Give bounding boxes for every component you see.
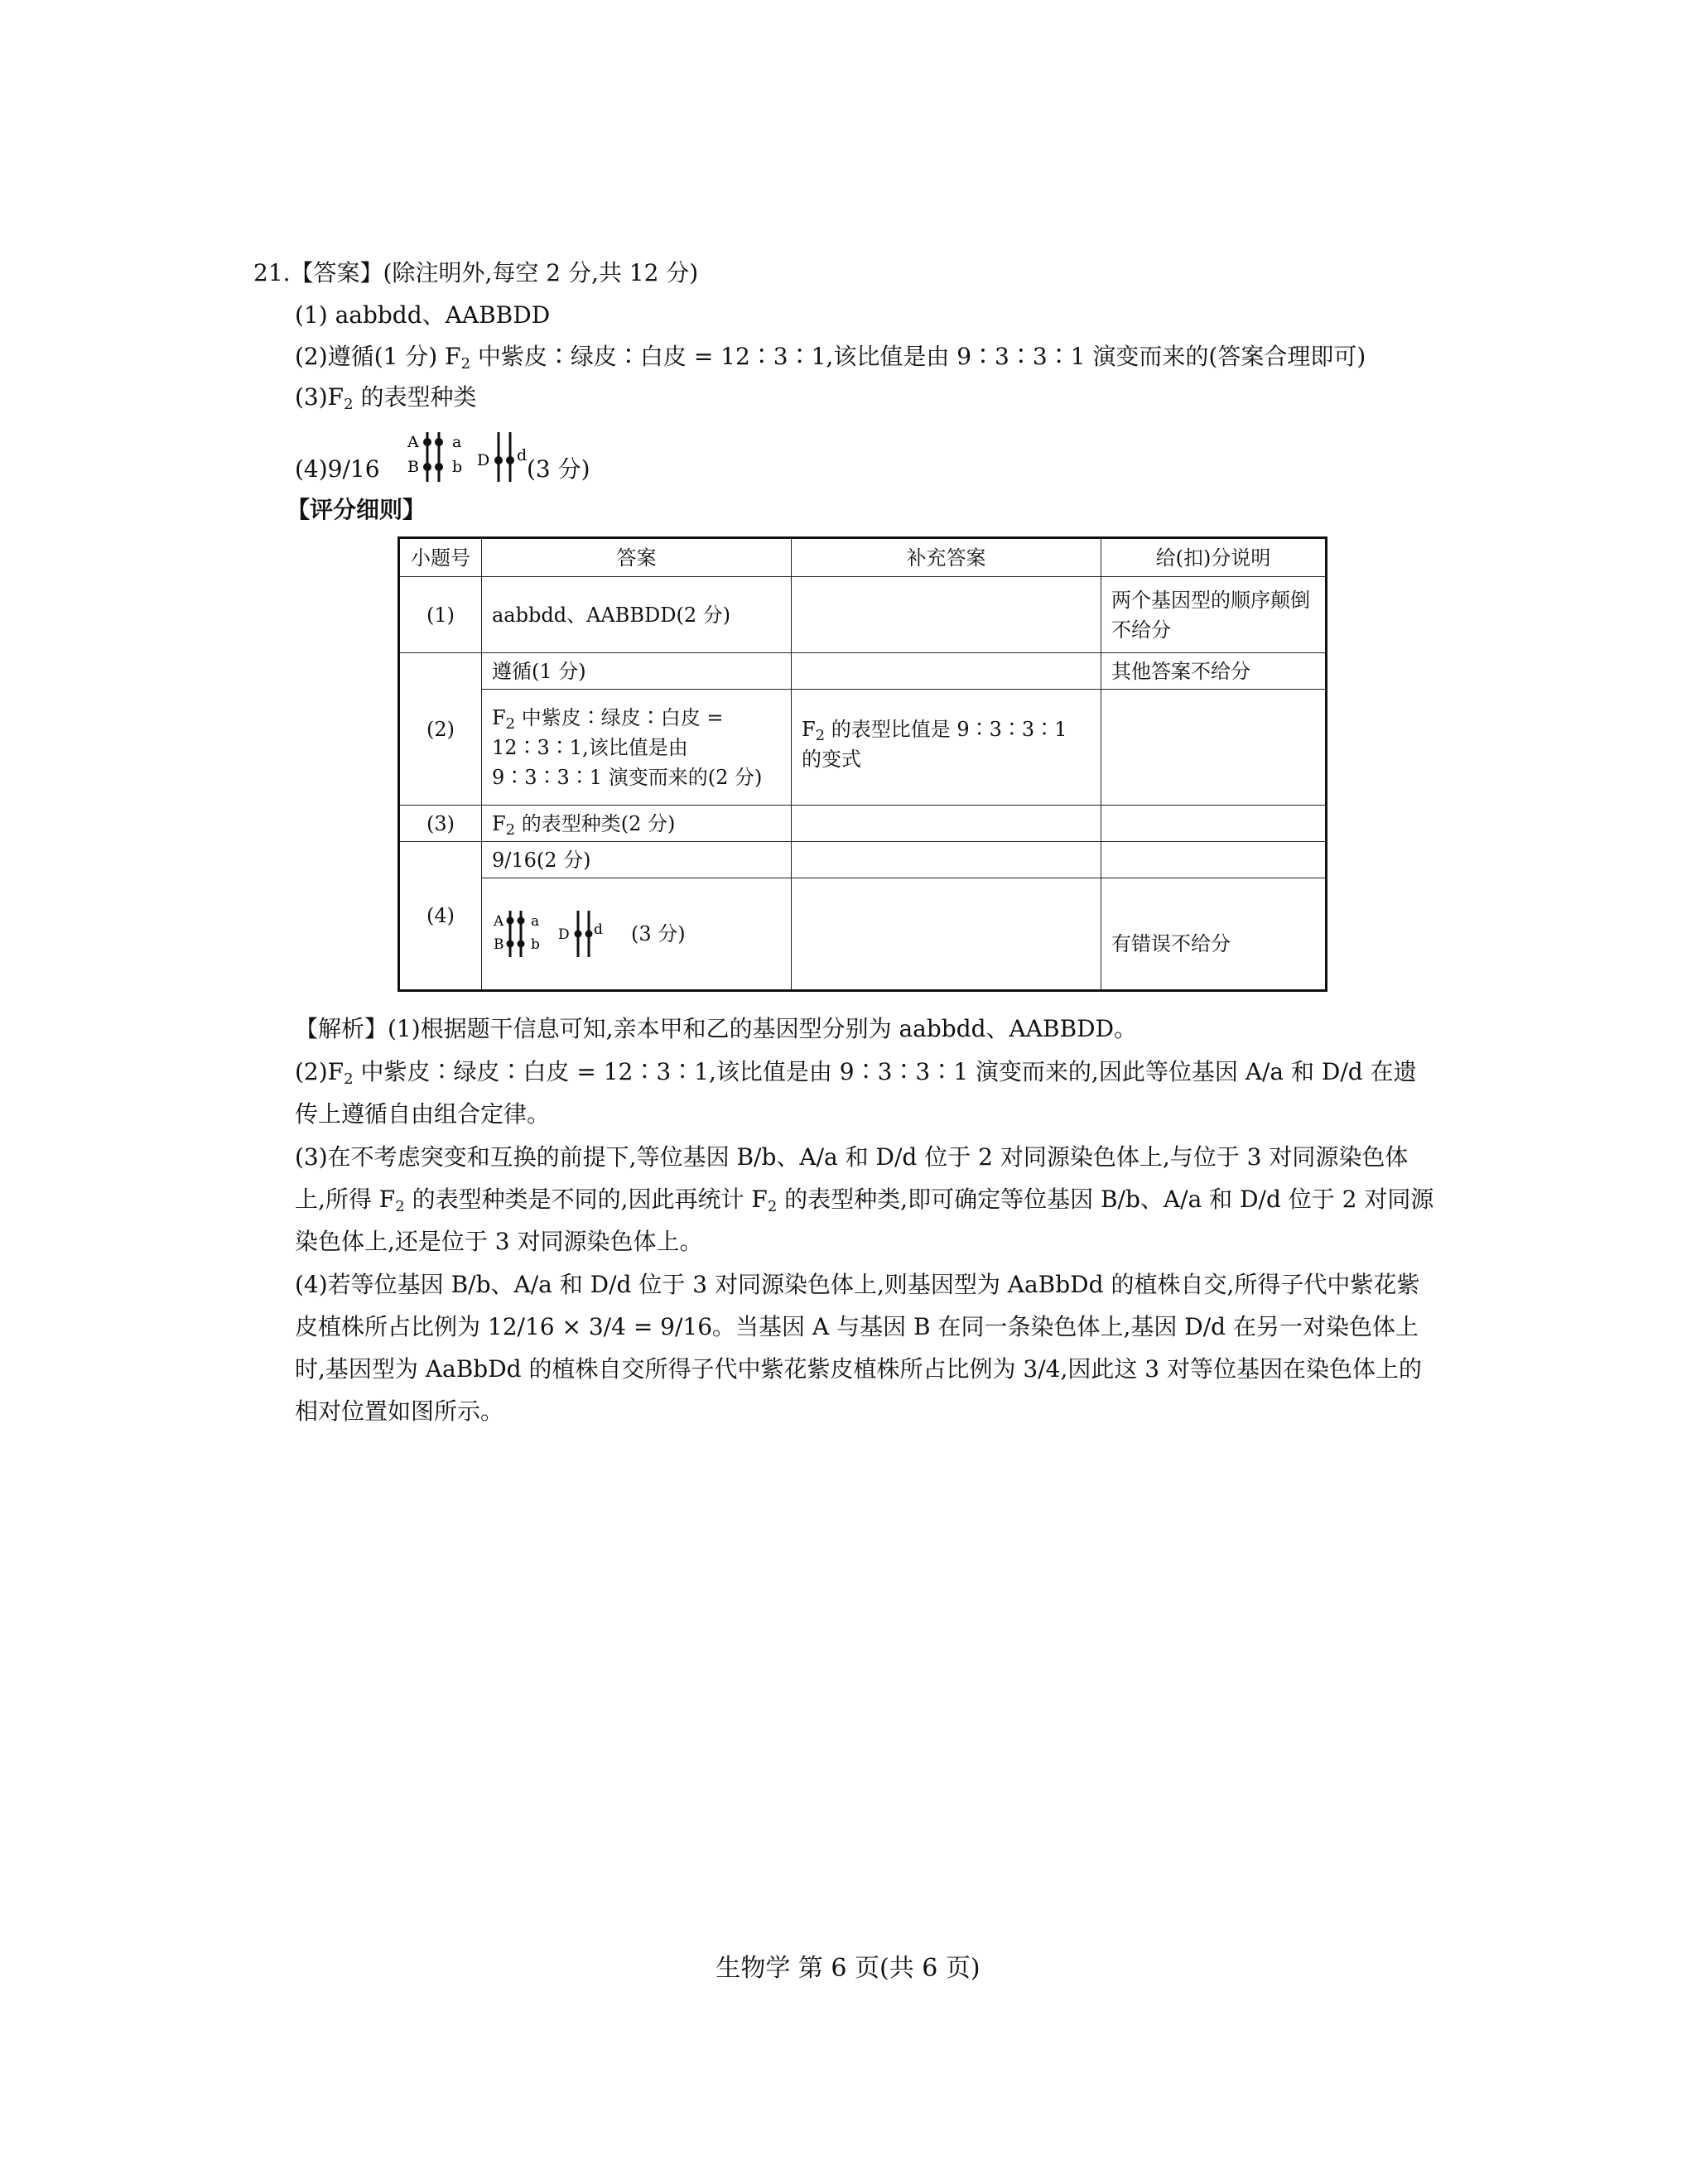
header-supplementary-answer: 补充答案	[792, 538, 1101, 577]
cell-answer: aabbdd、AABBDD(2 分)	[482, 577, 792, 653]
allele-label-a: a	[452, 433, 462, 451]
gene-locus-dot	[585, 931, 593, 938]
cell-answer: 9/16(2 分)	[482, 842, 792, 878]
cell-question-number: (3)	[399, 806, 482, 842]
cell-answer	[482, 878, 792, 991]
scoring-title: 【评分细则】	[287, 496, 426, 523]
analysis-paragraph-2-subscript: 2	[344, 1070, 354, 1088]
answer-line-1: (1) aabbdd、AABBDD	[295, 301, 551, 329]
allele-label-D: D	[477, 451, 490, 469]
allele-label-b: b	[531, 936, 540, 953]
cell-scoring-note	[1101, 842, 1327, 878]
cell-text-part: 中紫皮∶绿皮∶白皮 = 12∶3∶1,该比值是由 9∶3∶3∶1 演变而来的(2 分)	[492, 705, 763, 789]
answer-line-3-subscript: 2	[344, 396, 354, 413]
cell-answer	[482, 690, 792, 806]
cell-question-number: (4)	[399, 842, 482, 991]
analysis-paragraph-4: (4)若等位基因 B/b、A/a 和 D/d 位于 3 对同源染色体上,则基因型为 AaBbDd 的植株自交,所得子代中紫花紫皮植株所占比例为 12/16 × 3/4 = 9/16。当基因 A 与基因 B 在同一条染色体上,基因 D/d 在另一对染色体上时,基因型为 AaBbDd 的植株自交所得子代中紫花紫皮植株所占比例为 3/4,因此这 3 对等位基因在染色体上的相对位置如图所示。	[295, 1271, 1422, 1425]
analysis-paragraph-3-part-c: 的表型种类,即可确定等位基因 B/b、A/a 和 D/d 位于 2 对同源染色体上,还是位于 3 对同源染色体上。	[295, 1186, 1434, 1255]
gene-locus-dot	[507, 940, 514, 948]
gene-locus-dot	[506, 456, 514, 464]
analysis-paragraph-3	[295, 1136, 1438, 1263]
cell-text-part: 的表型比值是 9∶3∶3∶1 的变式	[802, 718, 1067, 771]
page-footer: 生物学 第 6 页(共 6 页)	[716, 1954, 980, 1983]
cell-supplementary-answer	[792, 577, 1101, 653]
answer-line-2	[295, 343, 1366, 371]
header-answer: 答案	[482, 538, 792, 577]
allele-label-A: A	[407, 433, 419, 451]
allele-label-d: d	[594, 921, 603, 938]
table-header-row	[399, 538, 1327, 577]
cell-supplementary-answer	[792, 878, 1101, 991]
gene-locus-dot	[494, 456, 503, 464]
cell-answer	[482, 806, 792, 842]
table-row	[399, 577, 1327, 653]
answer-line-4-suffix: (3 分)	[527, 455, 590, 483]
cell-subscript: 2	[505, 714, 516, 733]
allele-label-d: d	[517, 446, 528, 464]
analysis-paragraph-2-part-a: (2)F	[295, 1058, 344, 1085]
cell-answer-score: (3 分)	[631, 922, 686, 945]
allele-label-B: B	[494, 936, 504, 953]
answer-line-2-part-a: (2)遵循(1 分) F	[295, 343, 461, 370]
table-row	[399, 653, 1327, 690]
gene-locus-dot	[518, 940, 525, 948]
answer-header: 21.【答案】(除注明外,每空 2 分,共 12 分)	[253, 259, 699, 286]
cell-question-number: (1)	[399, 577, 482, 653]
cell-text-part: 的表型种类(2 分)	[515, 811, 676, 835]
table-row	[399, 842, 1327, 878]
cell-text-part: F	[492, 811, 506, 835]
cell-subscript: 2	[505, 820, 516, 839]
analysis-paragraph-3-part-a: (3)在不考虑突变和互换的前提下,等位基因 B/b、A/a 和 D/d 位于 2 对同源染色体上,与位于 3 对同源染色体上,所得 F	[295, 1143, 1409, 1213]
allele-label-A: A	[494, 913, 504, 930]
gene-locus-dot	[507, 917, 514, 925]
cell-scoring-note: 两个基因型的顺序颠倒不给分	[1101, 577, 1327, 653]
answer-line-3	[295, 383, 476, 411]
cell-scoring-note	[1101, 690, 1327, 806]
chromosome-diagram	[492, 907, 631, 960]
cell-scoring-note	[1101, 806, 1327, 842]
analysis-paragraph-2-part-b: 中紫皮∶绿皮∶白皮 = 12∶3∶1,该比值是由 9∶3∶3∶1 演变而来的,因此等位基因 A/a 和 D/d 在遗传上遵循自由组合定律。	[295, 1058, 1417, 1128]
answer-line-3-part-a: (3)F	[295, 383, 344, 411]
answer-line-4-prefix: (4)9/16	[295, 455, 380, 483]
analysis-paragraph-3-subscript: 2	[767, 1198, 778, 1215]
table-row	[399, 690, 1327, 806]
answer-line-2-subscript: 2	[460, 355, 471, 373]
gene-locus-dot	[423, 438, 431, 446]
gene-locus-dot	[575, 931, 582, 938]
header-question-number: 小题号	[399, 538, 482, 577]
cell-scoring-note: 其他答案不给分	[1101, 653, 1327, 690]
gene-locus-dot	[518, 917, 525, 925]
gene-locus-dot	[435, 438, 443, 446]
analysis-paragraph-1: 【解析】(1)根据题干信息可知,亲本甲和乙的基因型分别为 aabbdd、AABBDD。	[295, 1015, 1138, 1042]
table-row	[399, 878, 1327, 991]
cell-supplementary-answer	[792, 690, 1101, 806]
gene-locus-dot	[435, 463, 443, 471]
allele-label-B: B	[407, 458, 419, 476]
scoring-table	[398, 536, 1327, 992]
cell-subscript: 2	[815, 727, 826, 744]
analysis-paragraph-3-part-b: 的表型种类是不同的,因此再统计 F	[404, 1186, 768, 1213]
header-scoring-note: 给(扣)分说明	[1101, 538, 1327, 577]
allele-label-D: D	[558, 926, 570, 943]
answer-line-2-part-b: 中紫皮∶绿皮∶白皮 = 12∶3∶1,该比值是由 9∶3∶3∶1 演变而来的(答案合理即可)	[470, 343, 1366, 370]
cell-supplementary-answer	[792, 842, 1101, 878]
cell-question-number: (2)	[399, 653, 482, 806]
analysis-paragraph-2	[295, 1051, 1438, 1135]
answer-line-3-part-b: 的表型种类	[353, 383, 477, 411]
cell-supplementary-answer	[792, 806, 1101, 842]
cell-scoring-note: 有错误不给分	[1101, 878, 1327, 991]
cell-text-part: F	[802, 718, 816, 741]
analysis-paragraph-3-subscript: 2	[395, 1198, 405, 1215]
table-row	[399, 806, 1327, 842]
cell-supplementary-answer	[792, 653, 1101, 690]
cell-answer: 遵循(1 分)	[482, 653, 792, 690]
allele-label-a: a	[531, 913, 540, 930]
cell-text-part: F	[492, 705, 506, 729]
allele-label-b: b	[452, 458, 463, 476]
gene-locus-dot	[423, 463, 431, 471]
